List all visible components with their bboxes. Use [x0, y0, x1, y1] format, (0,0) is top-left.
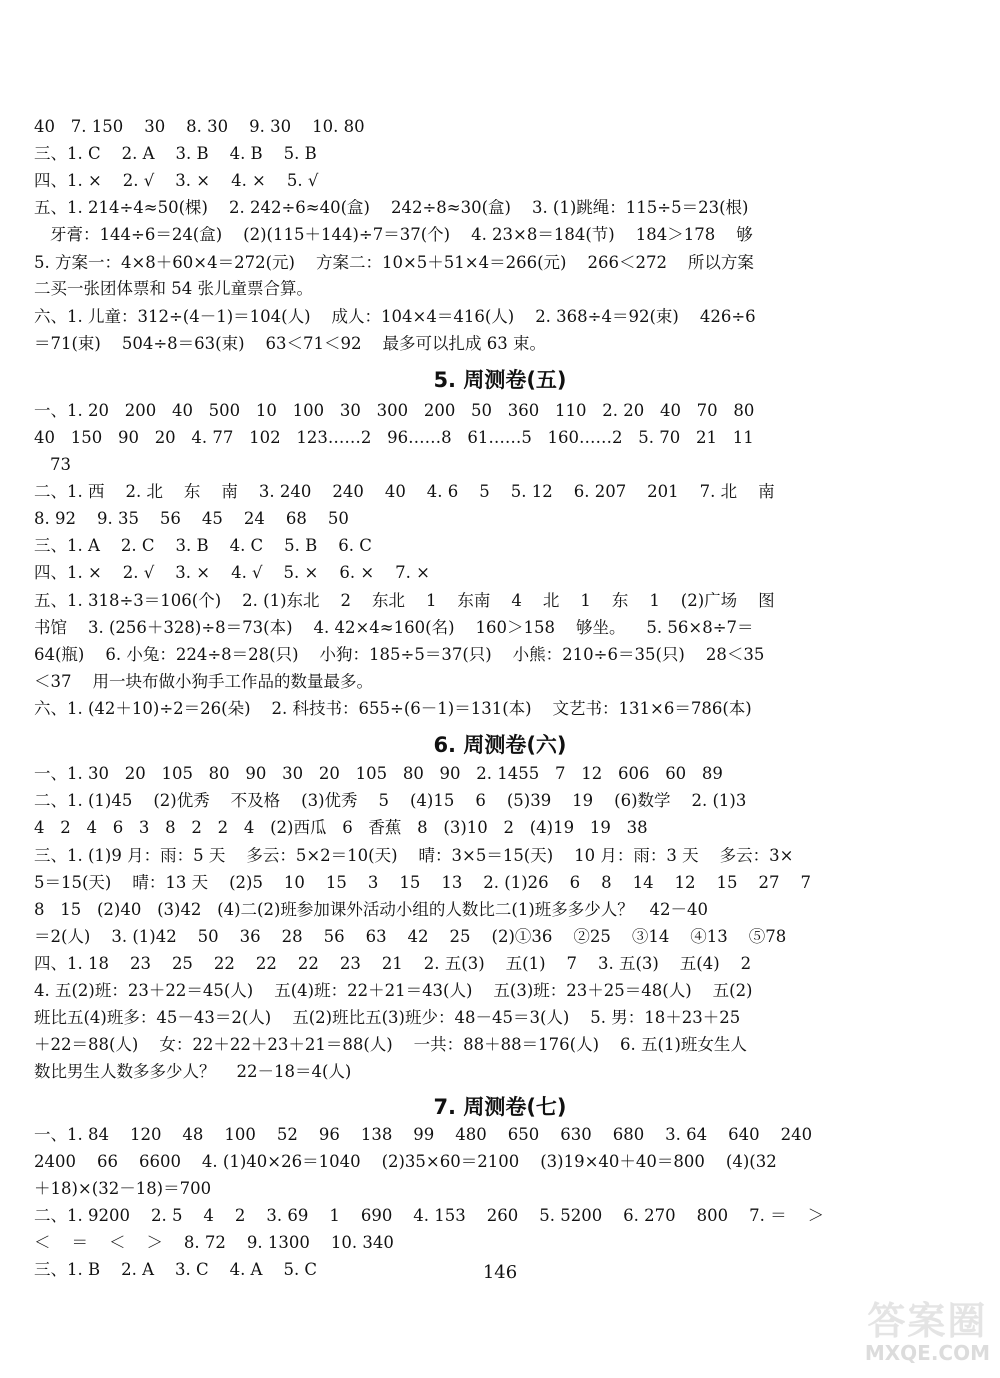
- answer-line: 三、1. B 2. A 3. C 4. A 5. C: [34, 1260, 318, 1279]
- answer-line: 三、1. C 2. A 3. B 4. B 5. B: [34, 144, 317, 163]
- answer-line: ＝71(束) 504÷8＝63(束) 63＜71＜92 最多可以扎成 63 束。: [34, 334, 546, 353]
- answer-line: 一、1. 84 120 48 100 52 96 138 99 480 650 630 680 3. 64 640 240: [34, 1125, 813, 1144]
- answer-line: 73: [50, 455, 71, 474]
- page-number: 146: [482, 1262, 518, 1283]
- answer-line: 书馆 3. (256＋328)÷8＝73(本) 4. 42×4≈160(名) 160＞158 够坐。 5. 56×8÷7＝: [34, 618, 754, 637]
- answer-line: 三、1. (1)9 月：雨：5 天 多云：5×2＝10(天) 晴：3×5＝15(天) 10 月：雨：3 天 多云：3×: [34, 846, 794, 865]
- answer-line: 四、1. 18 23 25 22 22 22 23 21 2. 五(3) 五(1) 7 3. 五(3) 五(4) 2: [34, 954, 752, 973]
- answer-line: 二、1. 西 2. 北 东 南 3. 240 240 40 4. 6 5 5. 12 6. 207 201 7. 北 南: [34, 482, 775, 501]
- answer-line: 数比男生人数多多少人？ 22－18＝4(人): [34, 1062, 352, 1081]
- answer-line: ＜ ＝ ＜ ＞ 8. 72 9. 1300 10. 340: [34, 1233, 394, 1252]
- answer-line: ＋18)×(32－18)＝700: [34, 1179, 212, 1198]
- answer-line: ＋22＝88(人) 女：22＋22＋23＋21＝88(人) 一共：88＋88＝176(人) 6. 五(1)班女生人: [34, 1035, 747, 1054]
- watermark-logo: 答案圈: [867, 1299, 988, 1343]
- section-title: 7. 周测卷(七): [433, 1095, 567, 1119]
- answer-line: 5. 方案一：4×8＋60×4＝272(元) 方案二：10×5＋51×4＝266(元) 266＜272 所以方案: [34, 253, 754, 272]
- section-title: 5. 周测卷(五): [433, 368, 567, 392]
- answer-line: 40 150 90 20 4. 77 102 123……2 96……8 61……5 160……2 5. 70 21 11: [34, 428, 754, 447]
- answer-line: 8 15 (2)40 (3)42 (4)二(2)班参加课外活动小组的人数比二(1)班多多少人？ 42－40: [34, 900, 709, 919]
- answer-line: ＜37 用一块布做小狗手工作品的数量最多。: [34, 672, 373, 691]
- answer-line: 四、1. × 2. √ 3. × 4. × 5. √: [34, 171, 319, 190]
- answer-line: 5＝15(天) 晴：13 天 (2)5 10 15 3 15 13 2. (1)26 6 8 14 12 15 27 7: [34, 873, 811, 892]
- answer-line: ＝2(人) 3. (1)42 50 36 28 56 63 42 25 (2)①36 ②25 ③14 ④13 ⑤78: [34, 927, 787, 946]
- answer-line: 三、1. A 2. C 3. B 4. C 5. B 6. C: [34, 536, 372, 555]
- answer-line: 六、1. (42＋10)÷2＝26(朵) 2. 科技书：655÷(6－1)＝131(本) 文艺书：131×6＝786(本): [34, 699, 752, 718]
- answer-line: 4 2 4 6 3 8 2 2 4 (2)西瓜 6 香蕉 8 (3)10 2 (4)19 19 38: [34, 818, 648, 837]
- answer-line: 40 7. 150 30 8. 30 9. 30 10. 80: [34, 117, 365, 136]
- answer-line: 四、1. × 2. √ 3. × 4. √ 5. × 6. × 7. ×: [34, 563, 430, 582]
- answer-line: 二买一张团体票和 54 张儿童票合算。: [34, 279, 313, 298]
- answer-line: 一、1. 20 200 40 500 10 100 30 300 200 50 360 110 2. 20 40 70 80: [34, 401, 755, 420]
- answer-line: 二、1. (1)45 (2)优秀 不及格 (3)优秀 5 (4)15 6 (5)39 19 (6)数学 2. (1)3: [34, 791, 747, 810]
- answer-line: 牙膏：144÷6＝24(盒) (2)(115＋144)÷7＝37(个) 4. 23×8＝184(节) 184＞178 够: [50, 225, 753, 244]
- answer-line: 一、1. 30 20 105 80 90 30 20 105 80 90 2. 1455 7 12 606 60 89: [34, 764, 723, 783]
- watermark: [865, 1290, 990, 1365]
- answer-line: 二、1. 9200 2. 5 4 2 3. 69 1 690 4. 153 260 5. 5200 6. 270 800 7. ＝ ＞: [34, 1206, 825, 1225]
- answer-line: 4. 五(2)班：23＋22＝45(人) 五(4)班：22＋21＝43(人) 五(3)班：23＋25＝48(人) 五(2): [34, 981, 753, 1000]
- watermark-url: MXQE.COM: [864, 1341, 990, 1365]
- answer-line: 六、1. 儿童：312÷(4－1)＝104(人) 成人：104×4＝416(人) 2. 368÷4＝92(束) 426÷6: [34, 307, 756, 326]
- answer-line: 8. 92 9. 35 56 45 24 68 50: [34, 509, 349, 528]
- answer-line: 64(瓶) 6. 小兔：224÷8＝28(只) 小狗：185÷5＝37(只) 小熊：210÷6＝35(只) 28＜35: [34, 645, 765, 664]
- answer-line: 五、1. 214÷4≈50(棵) 2. 242÷6≈40(盒) 242÷8≈30(盒) 3. (1)跳绳：115÷5＝23(根): [34, 198, 749, 217]
- answer-line: 2400 66 6600 4. (1)40×26＝1040 (2)35×60＝2100 (3)19×40＋40＝800 (4)(32: [34, 1152, 777, 1171]
- section-title: 6. 周测卷(六): [433, 733, 567, 757]
- answer-line: 五、1. 318÷3＝106(个) 2. (1)东北 2 东北 1 东南 4 北 1 东 1 (2)广场 图: [34, 591, 775, 610]
- answer-line: 班比五(4)班多：45－43＝2(人) 五(2)班比五(3)班少：48－45＝3(人) 5. 男：18＋23＋25: [34, 1008, 741, 1027]
